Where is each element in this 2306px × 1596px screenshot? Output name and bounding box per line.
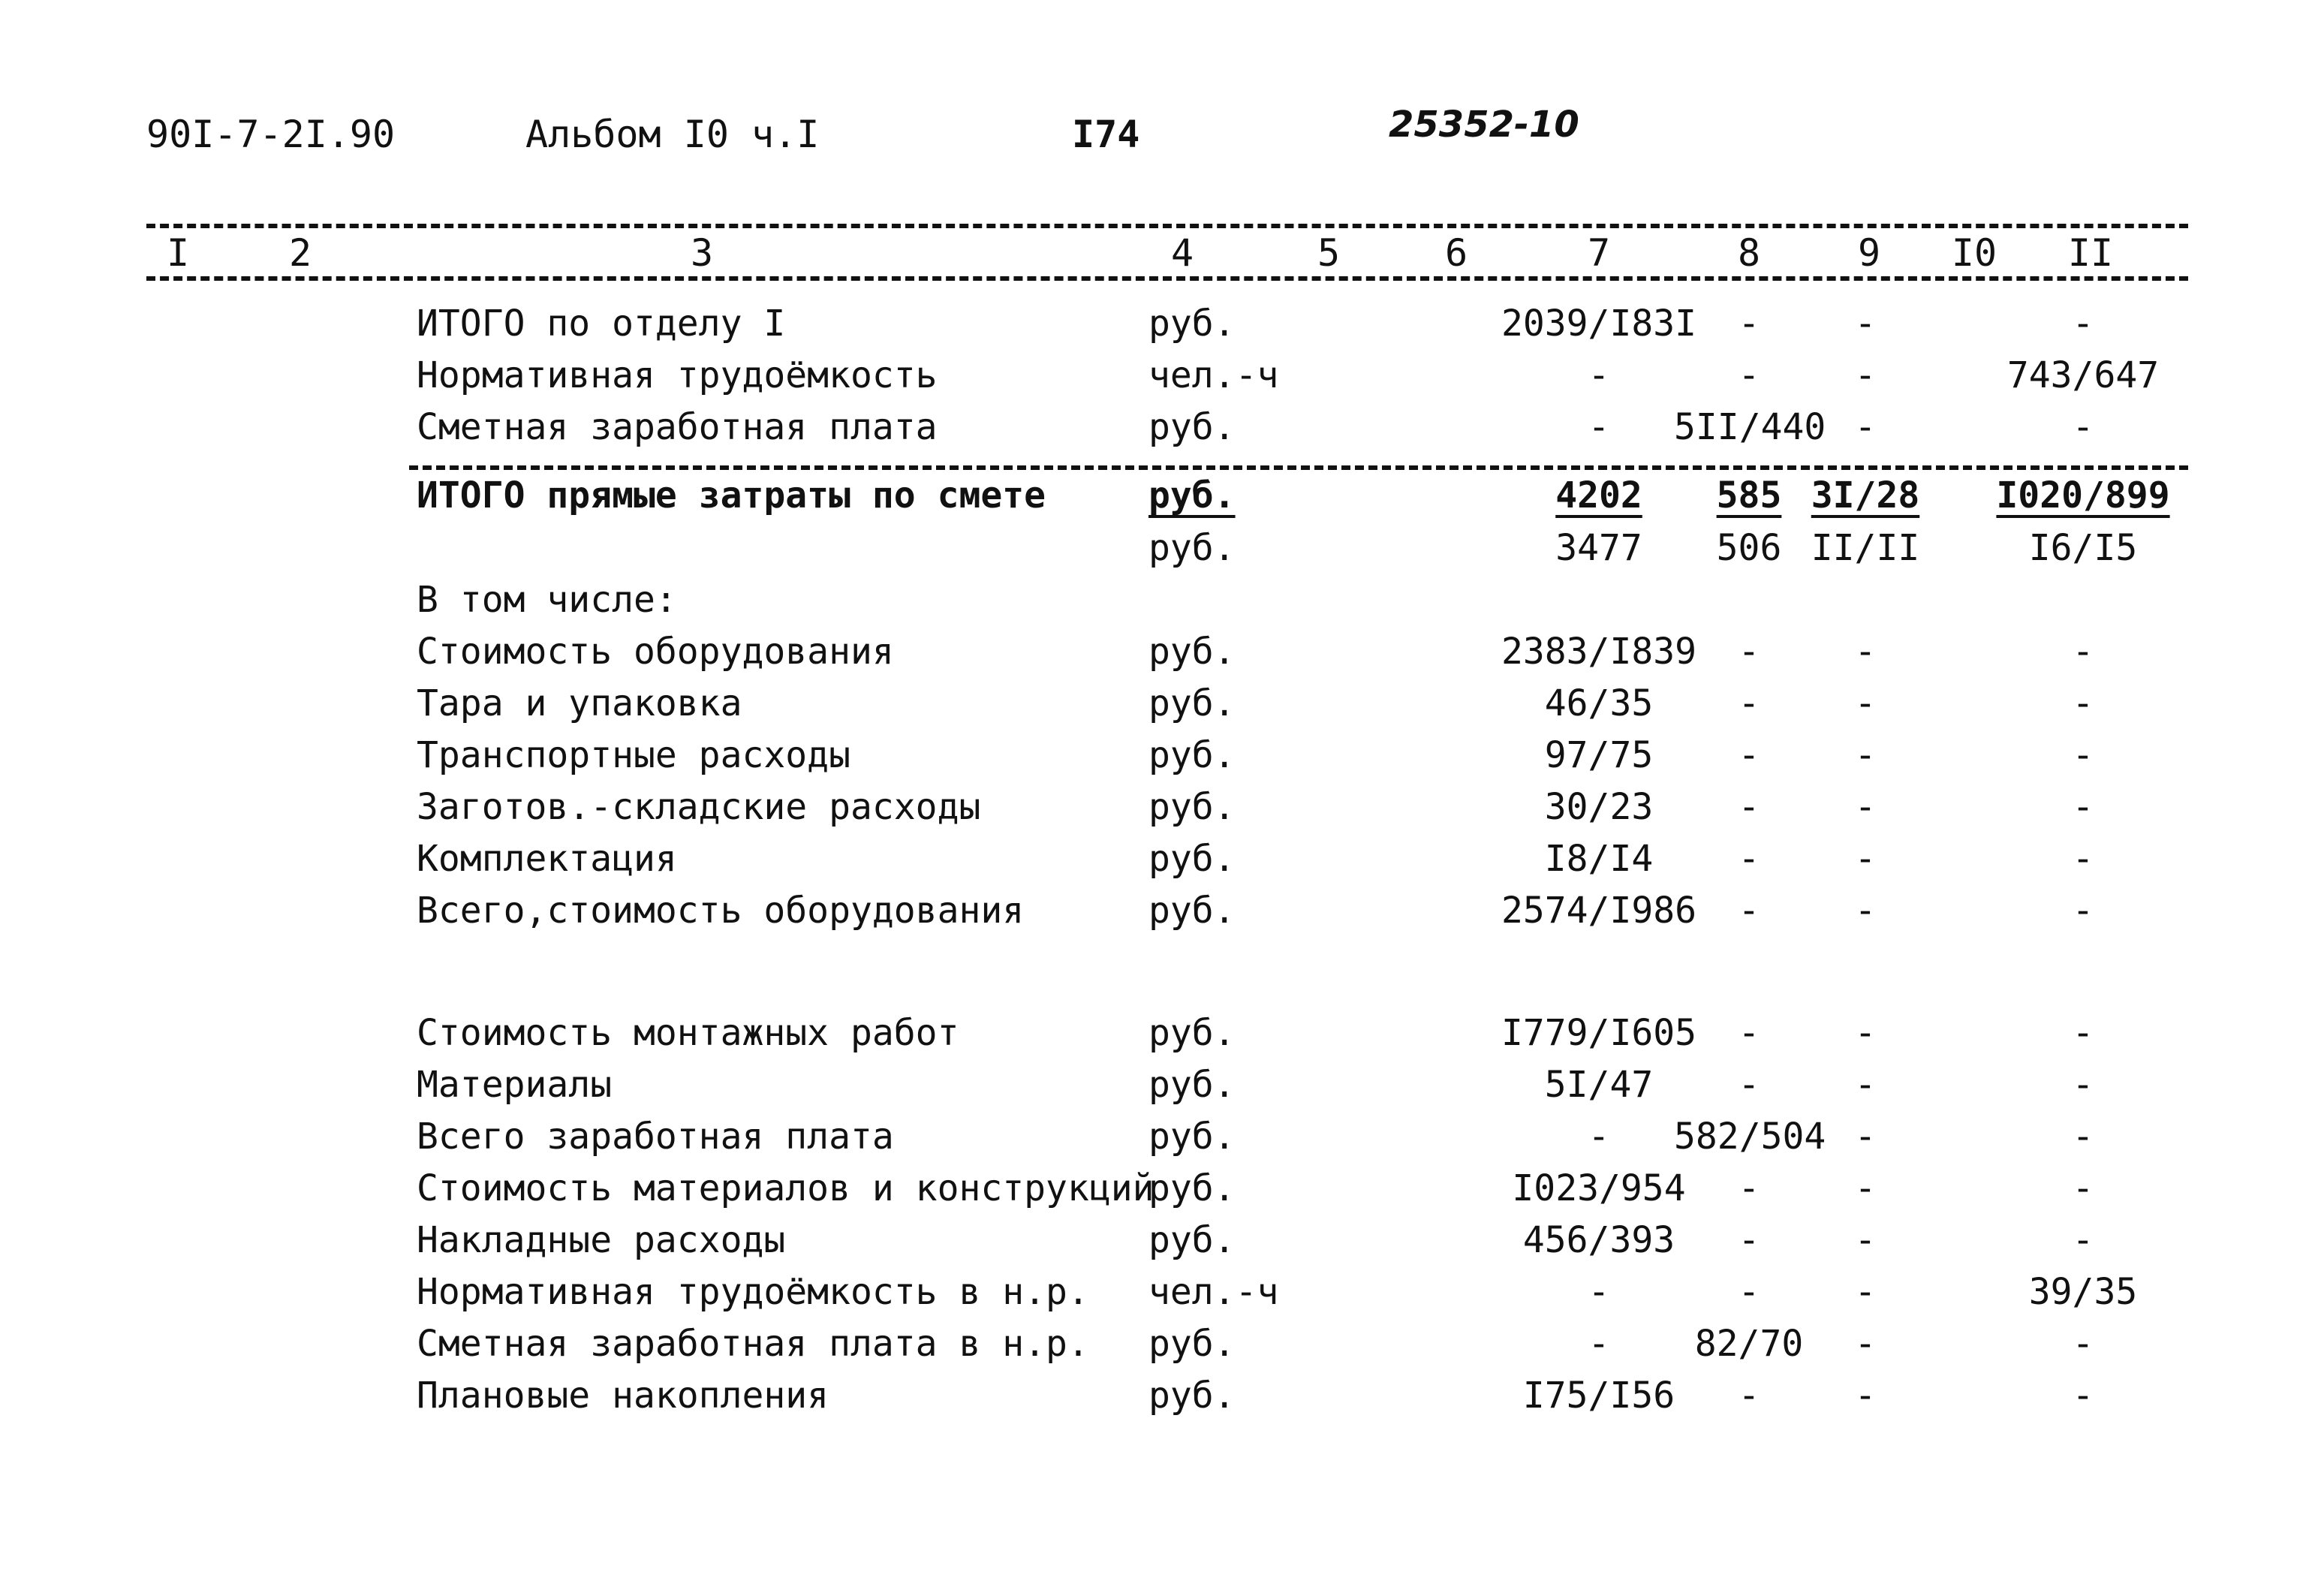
row-unit: руб. (1148, 1116, 1236, 1158)
row-col8: - (1738, 1375, 1760, 1417)
row-col11: - (2072, 1219, 2094, 1261)
row-name: Стоимость оборудования (417, 631, 894, 673)
row-name: ИТОГО прямые затраты по смете (417, 474, 1046, 516)
column-number-6: 6 (1444, 231, 1468, 275)
header-rule-top (146, 224, 2188, 228)
row-col11: I6/I5 (2028, 527, 2138, 569)
row-name: Всего заработная плата (417, 1116, 894, 1158)
row-unit: руб. (1148, 1064, 1236, 1106)
row-unit: чел.-ч (1148, 1271, 1279, 1313)
row-col7: 2574/I986 (1501, 890, 1697, 932)
row-col9: - (1854, 1012, 1877, 1054)
table-row (0, 1167, 2306, 1218)
row-col8: 582/504 (1674, 1116, 1826, 1158)
row-unit: чел.-ч (1148, 354, 1279, 396)
section-rule (409, 465, 2188, 470)
album-label: Альбом I0 ч.I (525, 113, 820, 156)
row-col7: - (1588, 1116, 1610, 1158)
page-number: I74 (1072, 113, 1140, 156)
table-row (0, 1064, 2306, 1115)
row-col7: - (1588, 1271, 1610, 1313)
row-unit: руб. (1148, 838, 1236, 880)
row-col8: - (1738, 354, 1760, 396)
table-row (0, 786, 2306, 837)
row-unit: руб. (1148, 890, 1236, 932)
column-number-11: II (2067, 231, 2114, 275)
row-col7: 5I/47 (1544, 1064, 1654, 1106)
row-col9: - (1854, 838, 1877, 880)
row-name: Нормативная трудоёмкость в н.р. (417, 1271, 1089, 1313)
row-col8: - (1738, 1271, 1760, 1313)
row-col7: I75/I56 (1522, 1375, 1675, 1417)
row-unit: руб. (1148, 1323, 1236, 1365)
row-unit: руб. (1148, 1375, 1236, 1417)
row-col7: 2383/I839 (1501, 631, 1697, 673)
row-col8: - (1738, 1219, 1760, 1261)
row-col8: - (1738, 631, 1760, 673)
row-col9: - (1854, 1323, 1877, 1365)
column-number-5: 5 (1317, 231, 1341, 275)
table-row (0, 303, 2306, 354)
row-unit: руб. (1148, 1012, 1236, 1054)
row-name: Заготов.-складские расходы (417, 786, 981, 828)
row-col11: - (2072, 1012, 2094, 1054)
table-row (0, 1219, 2306, 1270)
row-col8: 82/70 (1694, 1323, 1804, 1365)
handwritten-doc-number: 25352-10 (1389, 104, 1579, 146)
row-col9: - (1854, 406, 1877, 448)
row-col8: 5II/440 (1674, 406, 1826, 448)
table-row (0, 682, 2306, 733)
row-col11: - (2072, 682, 2094, 724)
column-number-10: I0 (1951, 231, 1997, 275)
column-number-7: 7 (1587, 231, 1611, 275)
row-col9: - (1854, 1219, 1877, 1261)
row-col8: - (1738, 890, 1760, 932)
column-number-4: 4 (1170, 231, 1194, 275)
table-row (0, 1271, 2306, 1322)
row-name: Сметная заработная плата в н.р. (417, 1323, 1089, 1365)
column-number-8: 8 (1737, 231, 1761, 275)
table-row (0, 354, 2306, 405)
row-col9: II/II (1811, 527, 1920, 569)
row-col9: - (1854, 682, 1877, 724)
row-col11: 39/35 (2028, 1271, 2138, 1313)
table-row (0, 631, 2306, 682)
row-col11: - (2072, 838, 2094, 880)
row-col8: 506 (1716, 527, 1782, 569)
row-name: Сметная заработная плата (417, 406, 938, 448)
row-col11: - (2072, 303, 2094, 345)
table-row (0, 734, 2306, 785)
row-col7: 46/35 (1544, 682, 1654, 724)
row-unit: руб. (1148, 1219, 1236, 1261)
row-col9: - (1854, 631, 1877, 673)
row-name: В том числе: (417, 579, 677, 621)
table-row-total (0, 474, 2306, 525)
row-col7: 97/75 (1544, 734, 1654, 776)
row-col9: - (1854, 890, 1877, 932)
row-col9: - (1854, 1167, 1877, 1209)
row-unit: руб. (1148, 406, 1236, 448)
row-unit: руб. (1148, 303, 1236, 345)
row-name: ИТОГО по отделу I (417, 303, 786, 345)
row-col11: - (2072, 631, 2094, 673)
row-col7: 4202 (1555, 474, 1642, 516)
row-col7: I023/954 (1512, 1167, 1686, 1209)
row-col9: - (1854, 734, 1877, 776)
row-col11: - (2072, 786, 2094, 828)
table-row (0, 579, 2306, 630)
row-col11: I020/899 (1996, 474, 2170, 516)
row-col7: - (1588, 1323, 1610, 1365)
row-name: Всего,стоимость оборудования (417, 890, 1025, 932)
row-col8: - (1738, 682, 1760, 724)
row-name: Накладные расходы (417, 1219, 786, 1261)
row-col7: - (1588, 354, 1610, 396)
row-col11: - (2072, 1116, 2094, 1158)
column-number-9: 9 (1857, 231, 1881, 275)
row-col7: 456/393 (1522, 1219, 1675, 1261)
row-name: Тара и упаковка (417, 682, 742, 724)
row-unit: руб. (1148, 474, 1236, 516)
row-name: Транспортные расходы (417, 734, 850, 776)
column-number-3: 3 (690, 231, 714, 275)
row-name: Нормативная трудоёмкость (417, 354, 938, 396)
table-row (0, 527, 2306, 578)
column-number-2: 2 (288, 231, 312, 275)
row-col8: - (1738, 734, 1760, 776)
row-unit: руб. (1148, 786, 1236, 828)
row-col11: - (2072, 734, 2094, 776)
row-col8: - (1738, 1012, 1760, 1054)
document-code: 90I-7-2I.90 (146, 113, 396, 156)
row-unit: руб. (1148, 682, 1236, 724)
row-unit: руб. (1148, 527, 1236, 569)
table-row (0, 1375, 2306, 1426)
table-row (0, 406, 2306, 457)
row-col8: 585 (1716, 474, 1782, 516)
table-row (0, 1012, 2306, 1063)
table-row (0, 1116, 2306, 1167)
row-col7: I779/I605 (1501, 1012, 1697, 1054)
row-col8: - (1738, 1064, 1760, 1106)
row-col8: - (1738, 786, 1760, 828)
row-col8: - (1738, 1167, 1760, 1209)
row-unit: руб. (1148, 734, 1236, 776)
row-col11: - (2072, 1064, 2094, 1106)
row-col7: 3477 (1555, 527, 1642, 569)
row-col11: - (2072, 1323, 2094, 1365)
row-col9: - (1854, 1116, 1877, 1158)
row-col9: - (1854, 1271, 1877, 1313)
row-unit: руб. (1148, 631, 1236, 673)
row-col9: - (1854, 1375, 1877, 1417)
table-row (0, 838, 2306, 889)
row-col7: 30/23 (1544, 786, 1654, 828)
row-col7: 2039/I83I (1501, 303, 1697, 345)
table-row (0, 1323, 2306, 1374)
row-unit: руб. (1148, 1167, 1236, 1209)
row-name: Материалы (417, 1064, 613, 1106)
row-col11: 743/647 (2006, 354, 2160, 396)
row-col11: - (2072, 1375, 2094, 1417)
row-col9: - (1854, 354, 1877, 396)
row-col11: - (2072, 890, 2094, 932)
row-col9: - (1854, 303, 1877, 345)
row-col11: - (2072, 406, 2094, 448)
row-col7: I8/I4 (1544, 838, 1654, 880)
row-col11: - (2072, 1167, 2094, 1209)
row-name: Плановые накопления (417, 1375, 829, 1417)
row-col9: - (1854, 1064, 1877, 1106)
row-col8: - (1738, 838, 1760, 880)
row-name: Стоимость монтажных работ (417, 1012, 959, 1054)
row-col9: 3I/28 (1811, 474, 1920, 516)
row-name: Комплектация (417, 838, 677, 880)
row-col7: - (1588, 406, 1610, 448)
row-col8: - (1738, 303, 1760, 345)
row-col9: - (1854, 786, 1877, 828)
table-row (0, 890, 2306, 941)
row-name: Стоимость материалов и конструкций (417, 1167, 1155, 1209)
header-rule-bottom (146, 276, 2188, 281)
column-number-1: I (166, 231, 190, 275)
